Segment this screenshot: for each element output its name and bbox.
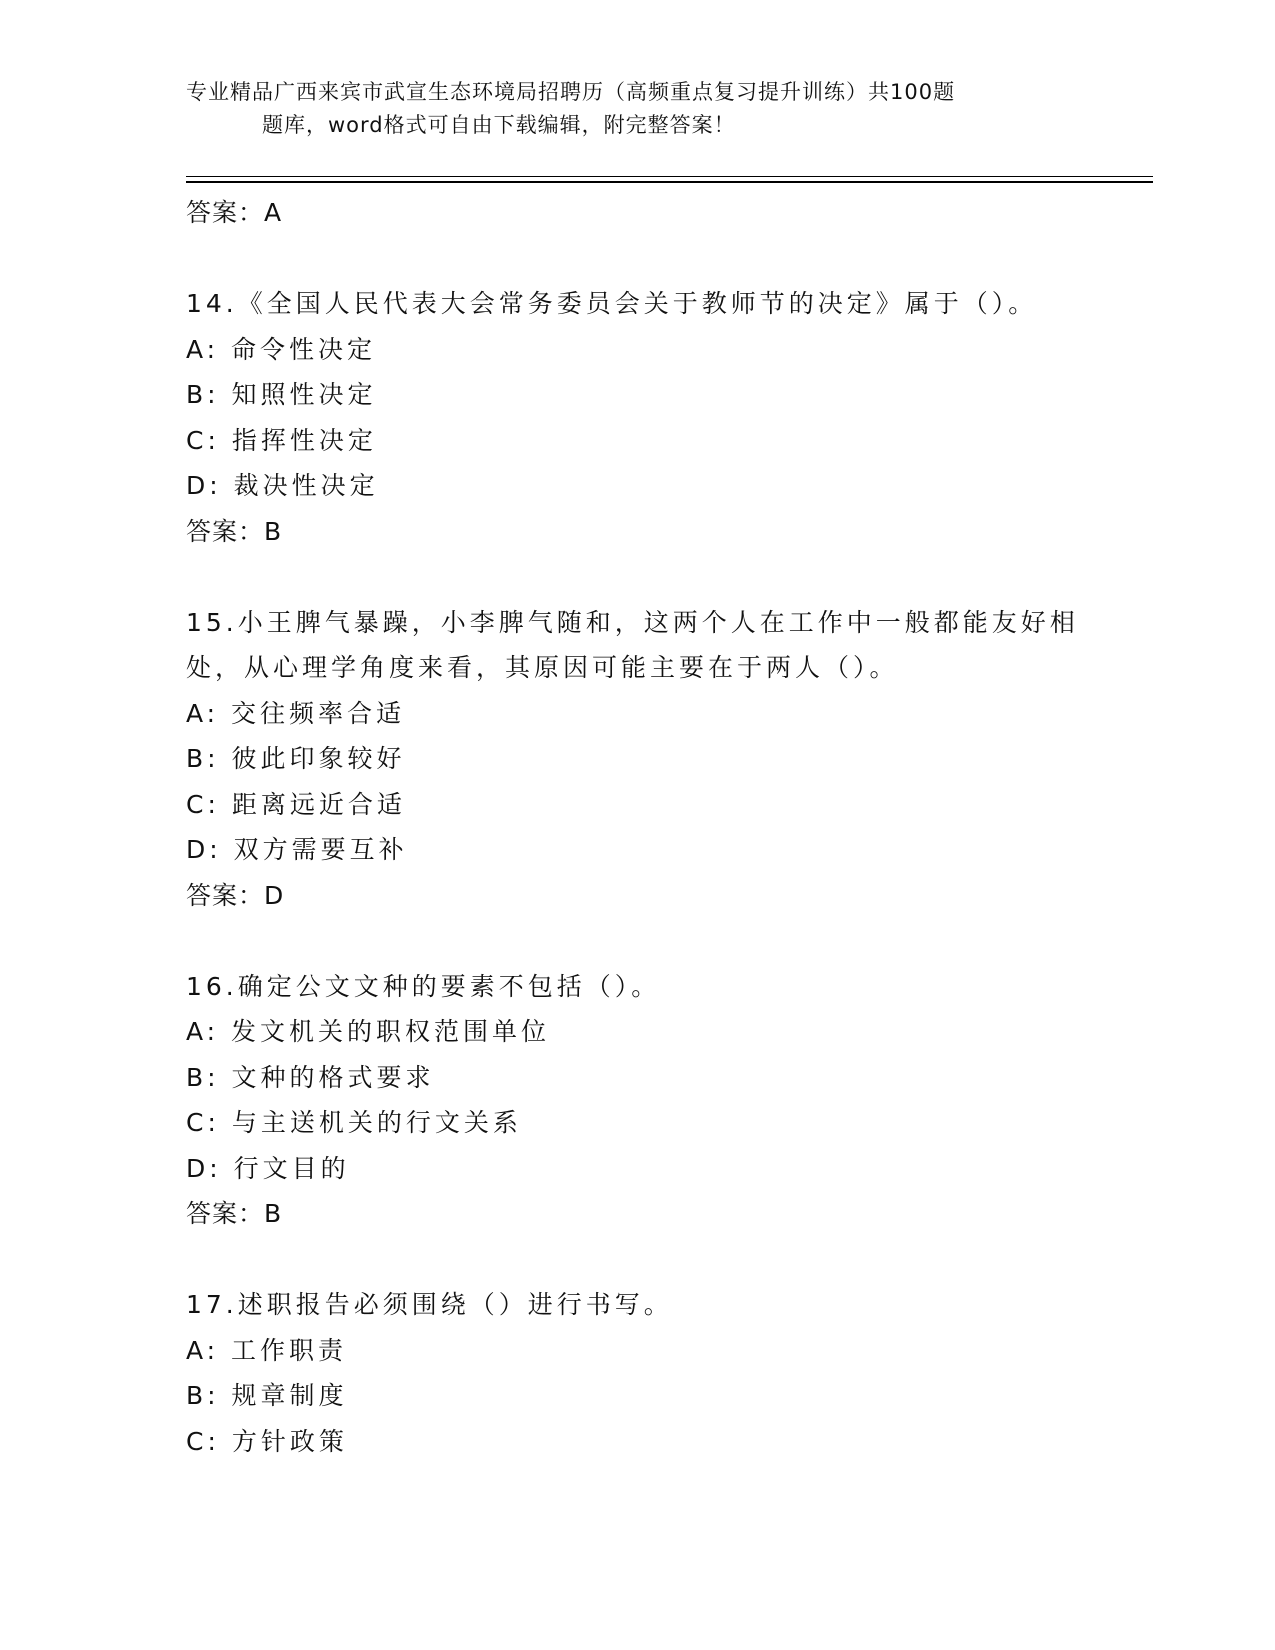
question-14 — [186, 281, 1086, 554]
question-text-line1: 15.小王脾气暴躁，小李脾气随和，这两个人在工作中一般都能友好相 — [186, 607, 1079, 637]
document-header — [186, 76, 1046, 142]
option-b: B: 彼此印象较好 — [186, 744, 406, 773]
option-a: A: 发文机关的职权范围单位 — [186, 1017, 551, 1046]
question-15 — [186, 600, 1086, 919]
question-text-line2: 处，从心理学角度来看，其原因可能主要在于两人（）。 — [186, 653, 899, 682]
answer-label: 答案： — [186, 880, 265, 910]
answer-label: 答案： — [186, 516, 265, 546]
option-b: B: 知照性决定 — [186, 380, 377, 409]
answer-label: 答案： — [186, 198, 265, 227]
option-c: C: 指挥性决定 — [186, 425, 377, 455]
answer-value: A — [264, 198, 283, 227]
header-rule-thin — [186, 176, 1153, 177]
page-content — [186, 190, 1086, 1464]
option-c: C: 距离远近合适 — [186, 789, 406, 819]
option-a: A: 交往频率合适 — [186, 698, 406, 728]
header-rule-thick — [186, 181, 1153, 183]
question-17 — [186, 1282, 1086, 1464]
header-title-line1: 专业精品广西来宾市武宣生态环境局招聘历（高频重点复习提升训练）共100题 — [186, 80, 956, 104]
answer-line — [186, 873, 1086, 919]
option-c: C: 与主送机关的行文关系 — [186, 1108, 522, 1137]
answer-line — [186, 1191, 1086, 1237]
option-c: C: 方针政策 — [186, 1426, 348, 1456]
question-text: 14.《全国人民代表大会常务委员会关于教师节的决定》属于（）。 — [186, 289, 1038, 318]
option-a: A: 命令性决定 — [186, 334, 377, 364]
answer-label: 答案： — [186, 1199, 265, 1228]
option-d: D: 裁决性决定 — [186, 471, 379, 500]
answer-line — [186, 509, 1086, 555]
answer-value: B — [264, 516, 283, 546]
header-title-line2: 题库，word格式可自由下载编辑，附完整答案！ — [262, 113, 736, 137]
question-text: 17.述职报告必须围绕（）进行书写。 — [186, 1290, 673, 1319]
option-b: B: 规章制度 — [186, 1381, 348, 1410]
answer-line — [186, 190, 1086, 236]
option-b: B: 文种的格式要求 — [186, 1062, 435, 1092]
question-text: 16.确定公文文种的要素不包括（）。 — [186, 971, 661, 1001]
option-d: D: 双方需要互补 — [186, 835, 408, 864]
answer-value: D — [264, 880, 285, 910]
option-a: A: 工作职责 — [186, 1335, 348, 1365]
option-d: D: 行文目的 — [186, 1153, 350, 1183]
question-16 — [186, 964, 1086, 1237]
answer-value: B — [264, 1199, 283, 1228]
